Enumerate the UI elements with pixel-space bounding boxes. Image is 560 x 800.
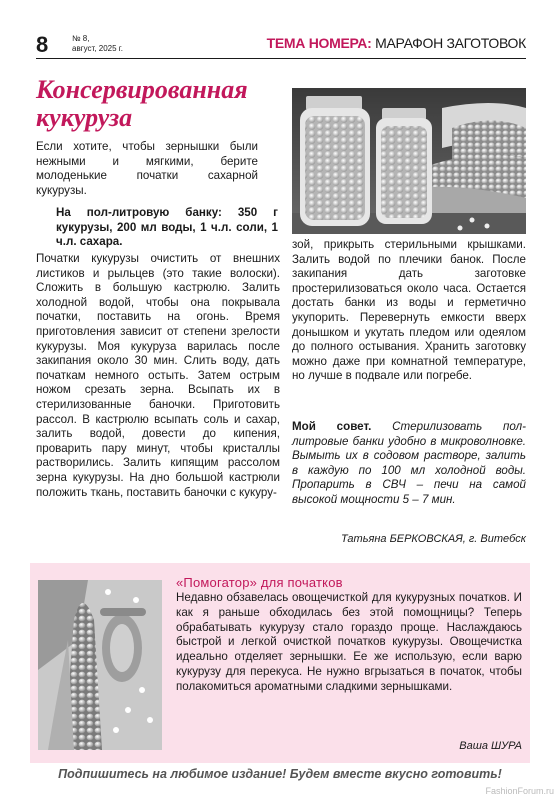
theme-name: МАРАФОН ЗАГОТОВОК xyxy=(375,35,526,51)
tip-text: Недавно обзавелась овощечисткой для кукурузных початков. И как я раньше обходилась без этой помощницы? Теперь обрабатывать кукурузу стало гораздо проще. Наслаждаюсь быстрой и легкой очисткой початков кукурузы. Овощечистка идеально отделяет зернышки. Ее же использую, если варю кукурузу для перекуса. Не нужно вгрызаться в початок, чтобы полакомиться ароматными сладкими зернышками. xyxy=(176,591,522,693)
author-city: , г. Витебск xyxy=(462,533,526,545)
section-theme xyxy=(267,35,526,51)
article-intro: Если хотите, чтобы зернышки были нежными и мягкими, берите молоденькие початки сахарной кукурузы. xyxy=(36,140,258,197)
article-signature xyxy=(292,533,526,545)
title-line-2: кукуруза xyxy=(36,103,133,132)
tip-title: «Помогатор» для початков xyxy=(176,575,343,590)
my-advice xyxy=(292,420,526,508)
issue-date: август, 2025 г. xyxy=(72,44,123,53)
footer-slogan: Подпишитесь на любимое издание! Будем вместе вкусно готовить! xyxy=(58,767,502,781)
title-line-1: Консервированная xyxy=(36,75,248,104)
recipe-ingredients: На пол-литровую банку: 350 г кукурузы, 200 мл воды, 1 ч.л. соли, 1 ч.л. сахара. xyxy=(56,206,278,249)
corn-peeler-photo xyxy=(38,580,162,750)
issue-number: № 8, xyxy=(72,34,90,43)
watermark: FashionForum.ru xyxy=(485,786,554,796)
article-column-1: Початки кукурузы очистить от внешних листиков и рыльцев (это такие волоски). Сложить в большую кастрюлю. Залить холодной водой, чтобы она покрывала початки, поставить на огонь. Время приготовления зависит от степени зрелости кукурузы. Моя кукуруза варилась после закипания около 30 мин. Слить воду, дать початкам немного остыть. Затем острым ножом срезать зерна. Всыпать их в стерилизованные баночки. Приготовить рассол. В кастрюлю всыпать соль и сахар, залить водой, довести до кипения, проварить пару минут, чтобы кристаллы растворились. Залить кипящим рассолом зерна кукурузы. На дно большой кастрюли положить ткань, поставить баночки с кукуру- xyxy=(36,252,280,499)
article-column-2: зой, прикрыть стерильными крышками. Залить водой по плечики банок. После закипания дать заготовке простерилизоваться около часа. Остается достать банки из воды и герметично укупорить. Перевернуть емкости вверх донышком и укутать пледом или одеялом до полного остывания. Хранить заготовку можно даже при комнатной температуре, но лучше в подвале или погребе. xyxy=(292,238,526,383)
theme-label: ТЕМА НОМЕРА: xyxy=(266,35,372,51)
page-header xyxy=(36,30,526,59)
author-name: Татьяна БЕРКОВСКАЯ xyxy=(340,533,463,545)
advice-text: Стерилизовать пол-литровые банки удобно в микроволновке. Вымыть их в содовом растворе, залить в каждую по 100 мл холодной воды. Пропарить в СВЧ – печи на самой высокой мощности 5 – 7 мин. xyxy=(292,420,526,506)
canned-corn-photo xyxy=(292,88,526,234)
issue-info xyxy=(72,34,123,54)
advice-label: Мой совет. xyxy=(292,420,372,433)
page-number: 8 xyxy=(36,32,49,57)
article-title xyxy=(36,76,286,132)
tip-signature: Ваша ШУРА xyxy=(459,740,522,752)
